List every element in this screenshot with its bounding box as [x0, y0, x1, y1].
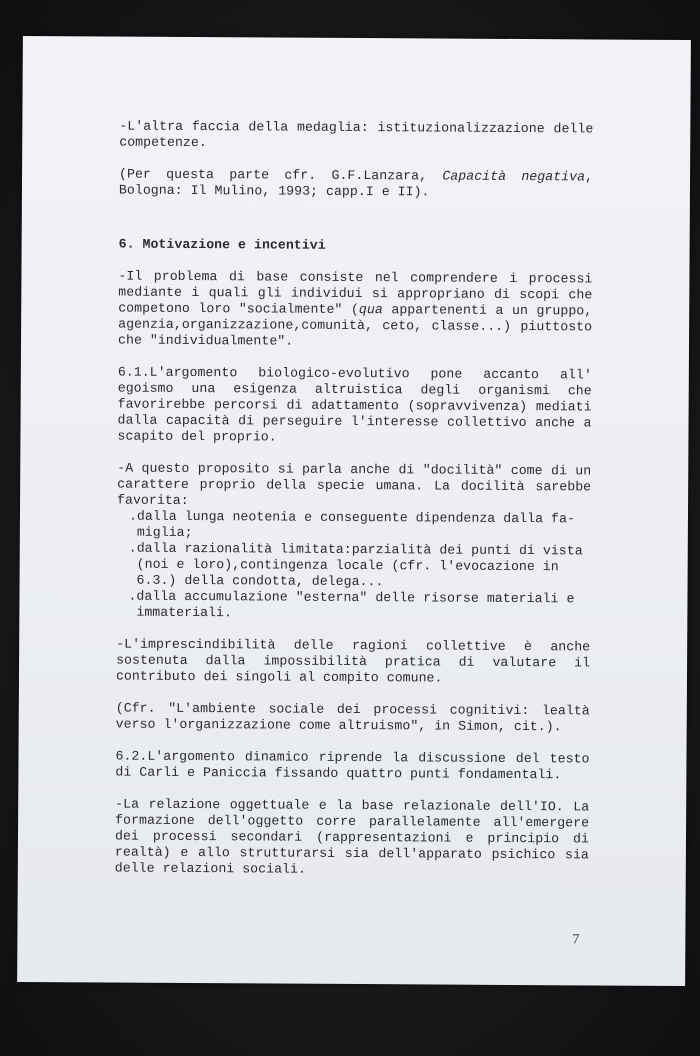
paper-sheet [17, 36, 691, 986]
section-6-2-paragraph: 6.2.L'argomento dinamico riprende la discussione del testo di Carli e Paniccia fissando quattro punti fondamentali. [115, 748, 590, 783]
docility-paragraph: -A questo proposito si parla anche di "docilità" come di un carattere proprio della specie umana. La docilità sarebbe favorita: [117, 460, 592, 508]
problem-suffix: appartenenti a un gruppo, agenzia,organizzazione,comunità, ceto, classe...) piuttosto che "individualmente". [117, 302, 593, 349]
page-body [115, 119, 594, 896]
relation-paragraph: -La relazione oggettuale e la base relazionale dell'IO. La formazione dell'oggetto corre parallelamente all'emergere dei processi secondari (rappresentazioni e principio di realtà) e allo strutturarsi sia dell'apparato psichico sia delle relazioni sociali. [114, 796, 590, 877]
problem-prefix: -Il problema di base consiste nel comprendere i processi mediante i quali gli individui si appropriano di scopi che competono loro "socialmente" ( [118, 268, 593, 318]
list-item: .dalla razionalità limitata:parzialità dei punti di vista (noi e loro),contingenza locale (cfr. l'evocazione in 6.3.) della condotta, delega... [128, 540, 583, 590]
problem-qua: qua [358, 302, 383, 318]
reference-title: Capacità negativa [442, 168, 586, 185]
reference-suffix: , Bologna: Il Mulino, 1993; capp.I e II). [118, 169, 594, 200]
simon-reference: (Cfr. "L'ambiente sociale dei processi cognitivi: lealtà verso l'organizzazione come altruismo", in Simon, cit.). [115, 700, 590, 735]
page-number: 7 [572, 932, 580, 948]
imprescindibility-paragraph: -L'imprescindibilità delle ragioni collettive è anche sostenuta dalla impossibilità pratica di valutare il contributo dei singoli al compito comune. [115, 636, 591, 686]
list-item: .dalla accumulazione "esterna" delle risorse materiali e immateriali. [128, 588, 575, 621]
section-6-1-paragraph: 6.1.L'argomento biologico-evolutivo pone accanto all' egoismo una esigenza altruistica degli organismi che favorirebbe percorsi di adattamento (sopravvivenza) mediati dalla capacità di perseguire l'interesse collettivo anche a scapito del proprio. [117, 364, 592, 445]
reference-lanzara [119, 167, 593, 202]
list-item: .dalla lunga neotenia e conseguente dipendenza dalla fa-miglia; [128, 508, 575, 541]
section-heading: 6. Motivazione e incentivi [118, 236, 326, 253]
docility-list [128, 509, 591, 624]
intro-paragraph: -L'altra faccia della medaglia: istituzionalizzazione delle competenze. [119, 118, 594, 151]
reference-prefix: (Per questa parte cfr. G.F.Lanzara, [119, 166, 443, 184]
problem-paragraph [118, 269, 592, 352]
